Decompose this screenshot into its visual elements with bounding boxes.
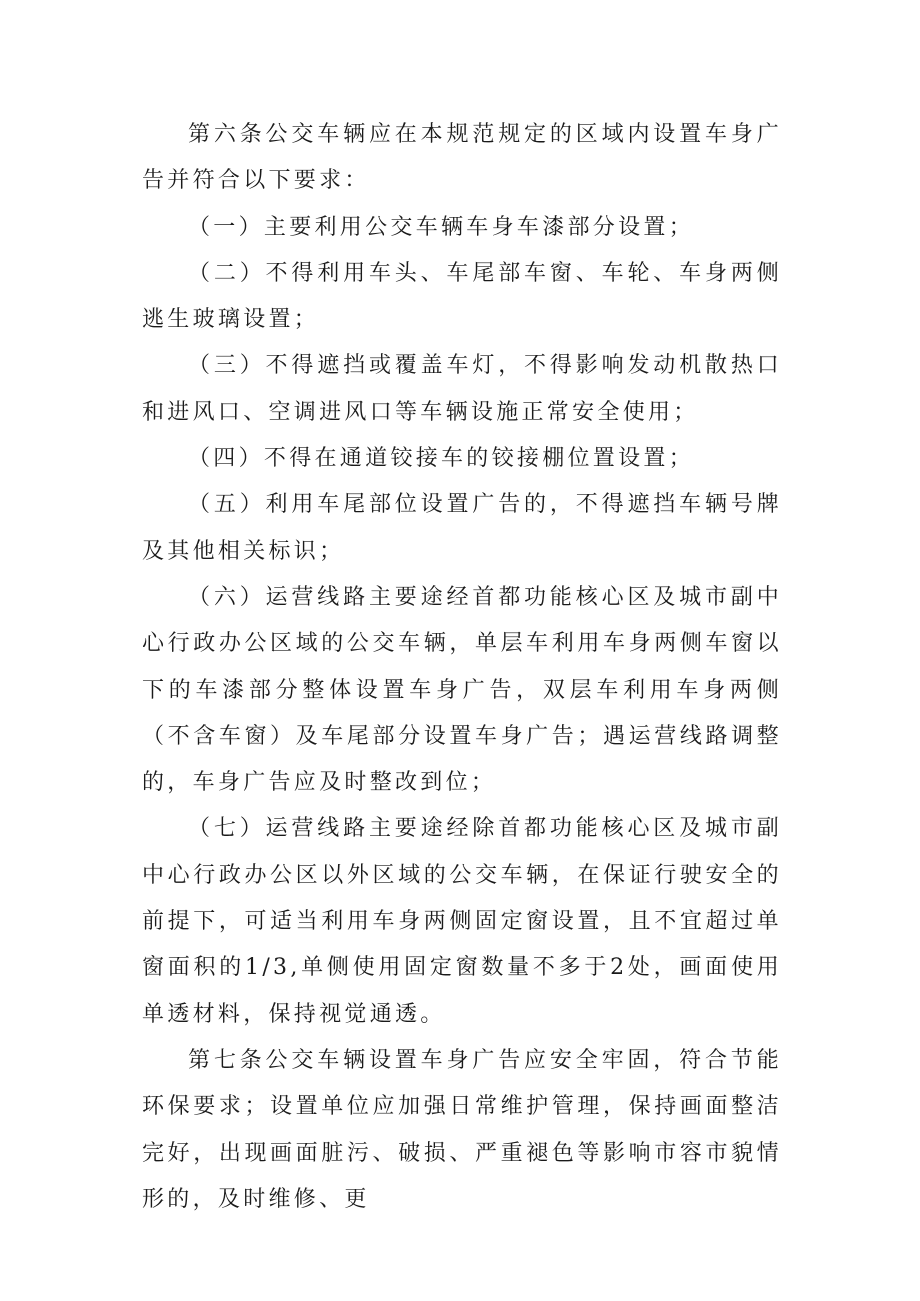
paragraph-item-2: （二）不得利用车头、车尾部车窗、车轮、车身两侧逃生玻璃设置； xyxy=(142,260,782,333)
paragraph-item-5: （五）利用车尾部位设置广告的，不得遮挡车辆号牌及其他相关标识； xyxy=(142,492,782,564)
paragraph-item-4: （四）不得在通道铰接车的铰接棚位置设置； xyxy=(188,446,695,472)
paragraph-article-7: 第七条公交车辆设置车身广告应安全牢固，符合节能环保要求；设置单位应加强日常维护管理，保持画面整洁完好，出现画面脏污、破损、严重褪色等影响市容市貌情形的，及时维修、更 xyxy=(142,1047,782,1212)
paragraph-article-6: 第六条公交车辆应在本规范规定的区域内设置车身广告并符合以下要求： xyxy=(142,122,782,194)
paragraph-item-7: （七）运营线路主要途经除首都功能核心区及城市副中心行政办公区以外区域的公交车辆，在保证行驶安全的前提下，可适当利用车身两侧固定窗设置，且不宜超过单窗面积的1/3,单侧使用固定窗数量不多于2处，画面使用单透材料，保持视觉通透。 xyxy=(142,816,782,1027)
document-body xyxy=(142,112,782,1223)
paragraph-item-6: （六）运营线路主要途经首都功能核心区及城市副中心行政办公区域的公交车辆，单层车利用车身两侧车窗以下的车漆部分整体设置车身广告，双层车利用车身两侧（不含车窗）及车尾部分设置车身广告；遇运营线路调整的，车身广告应及时整改到位； xyxy=(142,584,782,796)
paragraph-item-1: （一）主要利用公交车辆车身车漆部分设置； xyxy=(188,214,695,240)
paragraph-item-3: （三）不得遮挡或覆盖车灯，不得影响发动机散热口和进风口、空调进风口等车辆设施正常安全使用； xyxy=(142,353,782,425)
